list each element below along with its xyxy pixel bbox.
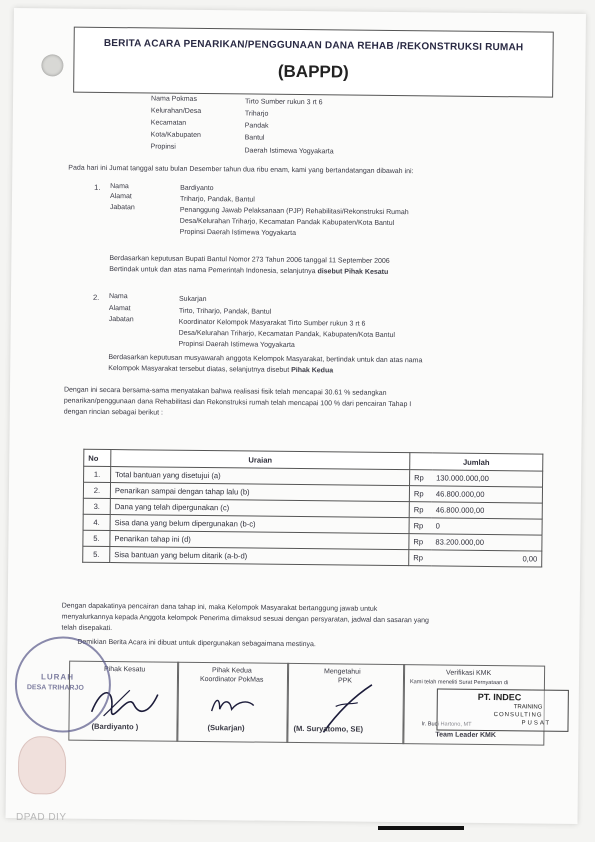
bottom-bar xyxy=(378,826,464,830)
signature-mark xyxy=(208,693,258,718)
row-amount: 130.000.000,00 xyxy=(432,470,543,487)
row-amount: 46.800.000,00 xyxy=(432,502,543,519)
signatory-name: Ir. Budi Hartono, MT xyxy=(421,721,472,728)
signature-box-pihak-kedua xyxy=(176,662,289,743)
row-description: Total bantuan yang disetujui (a) xyxy=(111,467,410,486)
party-number: 2. xyxy=(92,292,100,302)
statement-line: penarikan/penggunaan dana Rehabilitasi dan Rekonstruksi rumah telah mencapai 100 % dari pencairan Tahap I xyxy=(63,397,412,409)
signature-title: Mengetahui xyxy=(324,668,361,676)
party-position-line: Desa/Kelurahan Triharjo, Kecamatan Pandak Kabupaten/Kota Bantul xyxy=(179,217,395,227)
signature-title: Pihak Kesatu xyxy=(104,665,146,674)
statement-line: Dengan ini secara bersama-sama menyatakan bahwa realisasi fisik telah mencapai 30.61 % sedangkan xyxy=(63,386,387,397)
stamp-text: TRAINING xyxy=(513,704,543,711)
identity-value: Bantul xyxy=(244,134,265,142)
party-basis-line xyxy=(108,365,333,374)
signature-title: Verifikasi KMK xyxy=(446,669,492,678)
party-address: Triharjo, Pandak, Bantul xyxy=(179,195,255,204)
stamp-text: DESA TRIHARJO xyxy=(26,684,84,692)
row-no: 3. xyxy=(83,498,110,514)
party-position-line: Koordinator Kelompok Masyarakat Tirto Sumber rukun 3 rt 6 xyxy=(178,318,366,328)
row-currency: Rp xyxy=(409,550,432,566)
table-row xyxy=(83,546,542,567)
closing-line: Dengan dapakatinya pencairan dana tahap ini, maka Kelompok Masyarakat bertanggung jawab untuk xyxy=(61,602,378,613)
party-number: 1. xyxy=(94,182,101,192)
watermark: DPAD DIY xyxy=(16,812,67,823)
party-position-line: Propinsi Daerah Istimewa Yogyakarta xyxy=(178,340,295,349)
title-box xyxy=(73,27,554,98)
row-amount: 46.800.000,00 xyxy=(432,486,543,503)
company-stamp xyxy=(436,688,568,731)
stamp-text: LURAH xyxy=(40,672,75,682)
identity-value: Pandak xyxy=(244,122,269,130)
rincian-table xyxy=(82,449,543,568)
stamp-text: CONSULTING xyxy=(493,712,543,719)
field-label: Alamat xyxy=(108,305,131,313)
party-name: Bardiyanto xyxy=(180,184,214,193)
row-no: 1. xyxy=(84,466,111,482)
field-label: Nama xyxy=(110,183,129,191)
row-description: Sisa dana yang belum dipergunakan (b-c) xyxy=(110,515,409,534)
document-page xyxy=(6,8,586,824)
field-label: Alamat xyxy=(109,193,132,201)
row-description: Penarikan tahap ini (d) xyxy=(110,531,409,550)
field-label: Nama xyxy=(108,293,128,301)
party-basis-line xyxy=(109,266,388,276)
field-label: Jabatan xyxy=(109,204,135,212)
stamp-text: PUSAT xyxy=(521,720,552,727)
party-role: disebut Pihak Kesatu xyxy=(317,268,389,276)
signature-subtitle: PPK xyxy=(337,677,353,685)
row-no: 5. xyxy=(83,546,110,562)
identity-value: Daerah Istimewa Yogyakarta xyxy=(244,147,334,156)
row-amount: 83.200.000,00 xyxy=(431,534,542,551)
field-label: Jabatan xyxy=(108,316,134,324)
stamp-text: PT. INDEC xyxy=(477,691,522,703)
closing-line: menyalurkannya kepada Anggota kelompok Penerima dimaksud sesuai dengan persyaratan, jadwal dan sasaran yang xyxy=(61,613,429,625)
identity-label: Propinsi xyxy=(150,143,176,151)
row-currency: Rp xyxy=(409,518,432,534)
party-basis-line: Berdasarkan keputusan Bupati Bantul Nomor 273 Tahun 2006 tanggal 11 September 2006 xyxy=(109,255,390,265)
row-amount: 0 xyxy=(432,518,543,535)
signature-box-mengetahui xyxy=(286,663,405,744)
row-no: 5. xyxy=(83,530,110,546)
row-description: Sisa bantuan yang belum ditarik (a-b-d) xyxy=(110,547,409,566)
signatory-name: (M. Suryatomo, SE) xyxy=(293,723,364,734)
statement-line: dengan rincian sebagai berikut : xyxy=(63,408,164,417)
village-stamp xyxy=(14,636,111,733)
identity-value: Tirto Sumber rukun 3 rt 6 xyxy=(244,98,323,107)
column-header-no: No xyxy=(84,449,111,466)
identity-label: Kelurahan/Desa xyxy=(150,107,202,115)
party-position-line: Penanggung Jawab Pelaksanaan (PJP) Rehabilitasi/Rekonstruksi Rumah xyxy=(179,206,409,217)
row-currency: Rp xyxy=(410,470,433,486)
identity-label: Kota/Kabupaten xyxy=(150,131,201,139)
signatory-name: (Bardiyanto ) xyxy=(91,721,139,732)
closing-line: telah disepakati. xyxy=(61,624,113,633)
identity-value: Triharjo xyxy=(244,110,269,118)
column-header-uraian: Uraian xyxy=(111,450,410,470)
intro-text: Pada hari ini Jumat tanggal satu bulan Desember tahun dua ribu enam, kami yang bertandatangan dibawah ini: xyxy=(68,164,414,176)
party-position-line: Propinsi Daerah Istimewa Yogyakarta xyxy=(179,228,297,237)
row-description: Penarikan sampai dengan tahap lalu (b) xyxy=(110,483,409,502)
row-no: 2. xyxy=(83,482,110,498)
party-basis-text: Kelompok Masyarakat tersebut diatas, selanjutnya disebut xyxy=(108,365,290,374)
closing-line: Demikian Berita Acara ini dibuat untuk dipergunakan sebagaimana mestinya. xyxy=(77,638,316,649)
row-no: 4. xyxy=(83,514,110,530)
signatory-role: Team Leader KMK xyxy=(435,731,497,740)
row-amount: 0,00 xyxy=(431,550,542,567)
party-position-line: Desa/Kelurahan Triharjo, Kecamatan Pandak, Kabupaten/Kota Bantul xyxy=(178,329,396,340)
row-description: Dana yang telah dipergunakan (c) xyxy=(110,499,409,518)
identity-label: Kecamatan xyxy=(150,119,187,127)
document-acronym: (BAPPD) xyxy=(277,61,349,82)
row-currency: Rp xyxy=(409,502,432,518)
party-name: Sukarjan xyxy=(178,295,207,304)
document-title: BERITA ACARA PENARIKAN/PENGGUNAAN DANA REHAB /REKONSTRUKSI RUMAH xyxy=(103,37,524,54)
party-basis-line: Berdasarkan keputusan musyawarah anggota Kelompok Masyarakat, bertindak untuk dan atas nama xyxy=(108,354,423,365)
party-basis-text: Bertindak untuk dan atas nama Pemerintah Indonesia, selanjutnya xyxy=(109,266,316,276)
signature-subtitle: Kami telah meneliti Surat Pernyataan di xyxy=(409,679,509,687)
punch-hole xyxy=(41,54,63,76)
party-role: Pihak Kedua xyxy=(291,366,334,375)
regional-emblem-icon xyxy=(18,736,67,794)
row-currency: Rp xyxy=(409,486,432,502)
signatory-name: (Sukarjan) xyxy=(207,723,245,733)
row-currency: Rp xyxy=(409,534,432,550)
party-address: Tirto, Triharjo, Pandak, Bantul xyxy=(178,307,272,316)
column-header-jumlah: Jumlah xyxy=(410,453,543,471)
signature-title: Pihak Kedua xyxy=(212,667,252,675)
signature-subtitle: Koordinator PokMas xyxy=(199,675,264,684)
identity-label: Nama Pokmas xyxy=(151,95,197,103)
